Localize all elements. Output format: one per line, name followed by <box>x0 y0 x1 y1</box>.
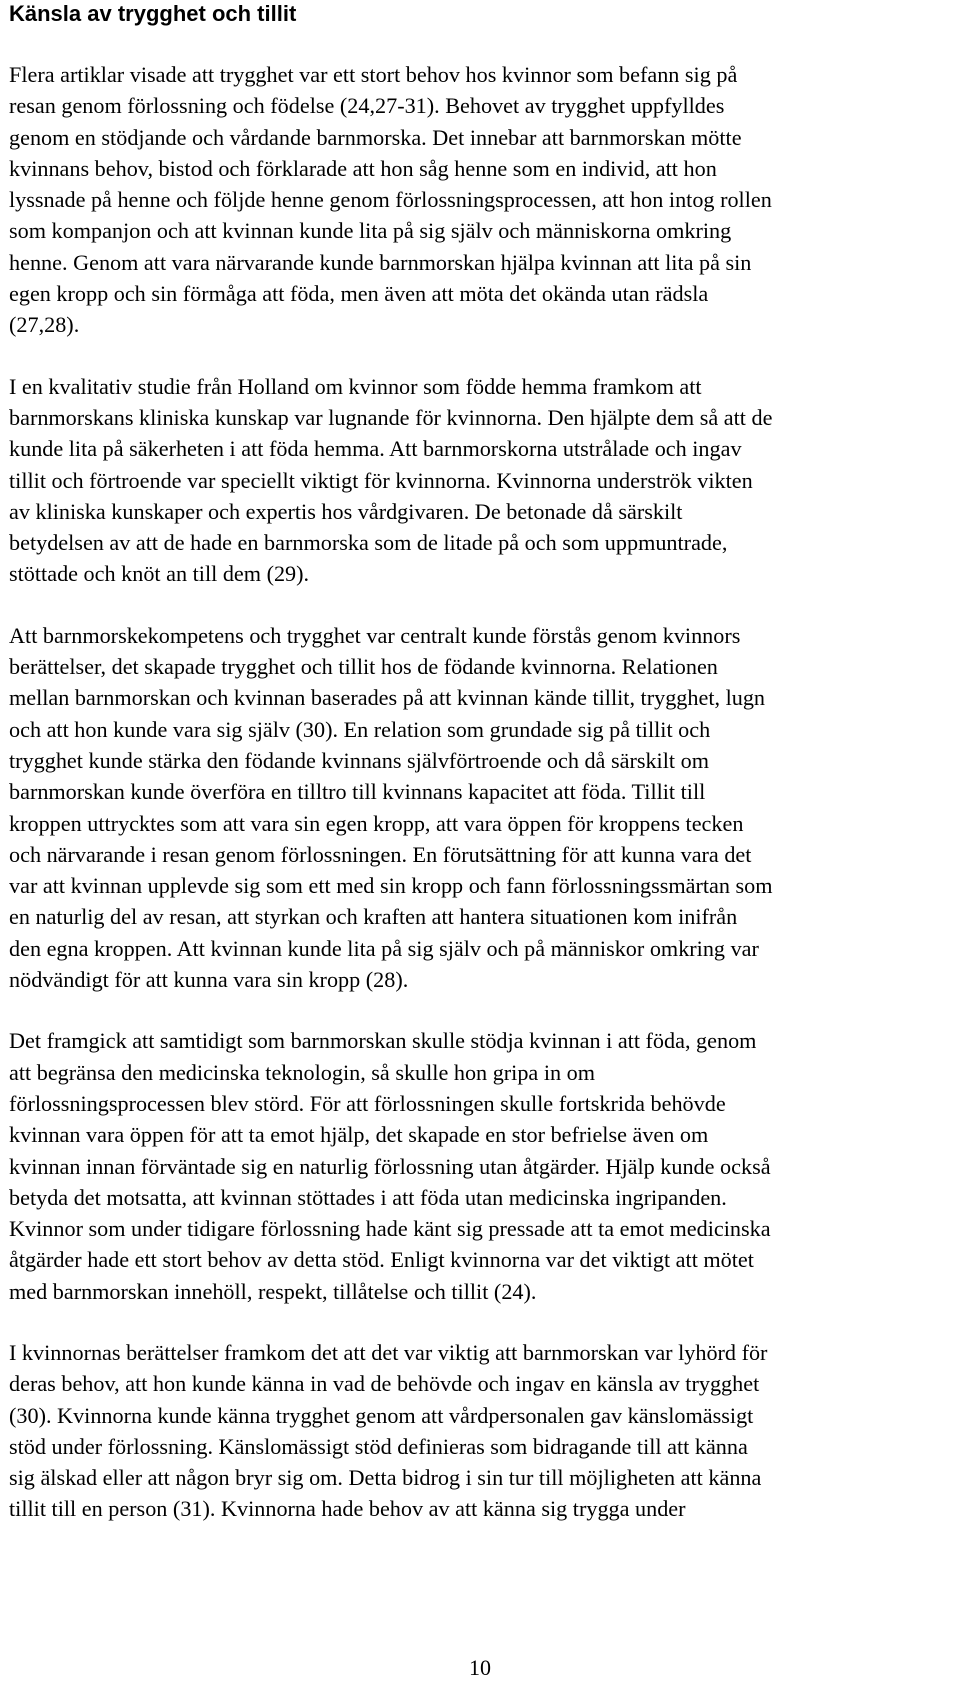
text-line: henne. Genom att vara närvarande kunde barnmorskan hjälpa kvinnan att lita på sin <box>9 249 752 275</box>
paragraph-5 <box>9 1337 957 1525</box>
text-line: stöd under förlossning. Känslomässigt stöd definieras som bidragande till att känna <box>9 1433 748 1459</box>
text-line: mellan barnmorskan och kvinnan baserades på att kvinnan kände tillit, trygghet, lugn <box>9 685 766 711</box>
text-line: Att barnmorskekompetens och trygghet var centralt kunde förstås genom kvinnors <box>9 622 741 648</box>
text-line: som kompanjon och att kvinnan kunde lita på sig själv och människorna omkring <box>9 218 732 244</box>
paragraph-2 <box>9 371 957 590</box>
text-line: var att kvinnan upplevde sig som ett med sin kropp och fann förlossningssmärtan som <box>9 873 773 899</box>
text-line: betydelsen av att de hade en barnmorska som de litade på och som uppmuntrade, <box>9 530 728 556</box>
section-heading: Känsla av trygghet och tillit <box>9 1 297 26</box>
text-line: Flera artiklar visade att trygghet var ett stort behov hos kvinnor som befann sig på <box>9 62 738 87</box>
text-line: tillit och förtroende var speciellt viktigt för kvinnorna. Kvinnorna underströk vikten <box>9 467 753 493</box>
text-line: barnmorskan kunde överföra en tilltro till kvinnans kapacitet att föda. Tillit till <box>9 779 706 805</box>
text-line: berättelser, det skapade trygghet och tillit hos de födande kvinnorna. Relationen <box>9 654 718 680</box>
text-line: förlossningsprocessen blev störd. För att förlossningen skulle fortskrida behövde <box>9 1090 726 1116</box>
document-page <box>9 0 957 1525</box>
text-line: åtgärder hade ett stort behov av detta stöd. Enligt kvinnorna var det viktigt att mötet <box>9 1247 754 1273</box>
paragraph-3 <box>9 620 957 996</box>
text-line: kvinnan innan förväntade sig en naturlig förlossning utan åtgärder. Hjälp kunde också <box>9 1153 771 1179</box>
text-line: betyda det motsatta, att kvinnan stöttades i att föda utan medicinska ingripanden. <box>9 1184 727 1210</box>
text-line: med barnmorskan innehöll, respekt, tillåtelse och tillit (24). <box>9 1278 537 1304</box>
text-line: Det framgick att samtidigt som barnmorskan skulle stödja kvinnan i att föda, genom <box>9 1028 757 1054</box>
text-line: (30). Kvinnorna kunde känna trygghet genom att vårdpersonalen gav känslomässigt <box>9 1402 754 1428</box>
text-line: barnmorskans kliniska kunskap var lugnande för kvinnorna. Den hjälpte dem så att de <box>9 404 773 430</box>
text-line: tillit till en person (31). Kvinnorna hade behov av att känna sig trygga under <box>9 1496 686 1522</box>
text-line: att begränsa den medicinska teknologin, så skulle hon gripa in om <box>9 1059 595 1085</box>
text-line: nödvändigt för att kunna vara sin kropp (28). <box>9 967 409 993</box>
text-line: Kvinnor som under tidigare förlossning hade känt sig pressade att ta emot medicinska <box>9 1216 771 1242</box>
paragraph-4 <box>9 1025 957 1307</box>
text-line: egen kropp och sin förmåga att föda, men även att möta det okända utan rädsla <box>9 281 709 307</box>
text-line: och att hon kunde vara sig själv (30). En relation som grundade sig på tillit och <box>9 716 711 742</box>
text-line: stöttade och knöt an till dem (29). <box>9 561 310 587</box>
text-line: den egna kroppen. Att kvinnan kunde lita på sig själv och på människor omkring var <box>9 935 759 961</box>
text-line: kvinnans behov, bistod och förklarade att hon såg henne som en individ, att hon <box>9 155 717 181</box>
text-line: sig älskad eller att någon bryr sig om. Detta bidrog i sin tur till möjligheten att känna <box>9 1465 762 1491</box>
text-line: kvinnan vara öppen för att ta emot hjälp, det skapade en stor befrielse även om <box>9 1122 709 1148</box>
text-line: trygghet kunde stärka den födande kvinnans självförtroende och då särskilt om <box>9 747 709 773</box>
text-line: av kliniska kunskaper och expertis hos vårdgivaren. De betonade då särskilt <box>9 498 683 524</box>
text-line: lyssnade på henne och följde henne genom förlossningsprocessen, att hon intog rollen <box>9 187 772 213</box>
text-line: genom en stödjande och vårdande barnmorska. Det innebar att barnmorskan mötte <box>9 124 742 150</box>
paragraph-1 <box>9 59 957 341</box>
text-line: kunde lita på säkerheten i att föda hemma. Att barnmorskorna utstrålade och ingav <box>9 436 742 462</box>
text-line: och närvarande i resan genom förlossningen. En förutsättning för att kunna vara det <box>9 841 752 867</box>
text-line: I en kvalitativ studie från Holland om kvinnor som födde hemma framkom att <box>9 373 702 399</box>
text-line: en naturlig del av resan, att styrkan och kraften att hantera situationen kom inifrån <box>9 904 738 930</box>
text-line: resan genom förlossning och födelse (24,27-31). Behovet av trygghet uppfylldes <box>9 93 725 119</box>
text-line: I kvinnornas berättelser framkom det att det var viktig att barnmorskan var lyhörd för <box>9 1339 768 1365</box>
text-line: kroppen uttrycktes som att vara sin egen kropp, att vara öppen för kroppens tecken <box>9 810 744 836</box>
page-number: 10 <box>469 1655 491 1680</box>
text-line: (27,28). <box>9 312 80 338</box>
text-line: deras behov, att hon kunde känna in vad de behövde och ingav en känsla av trygghet <box>9 1371 760 1397</box>
